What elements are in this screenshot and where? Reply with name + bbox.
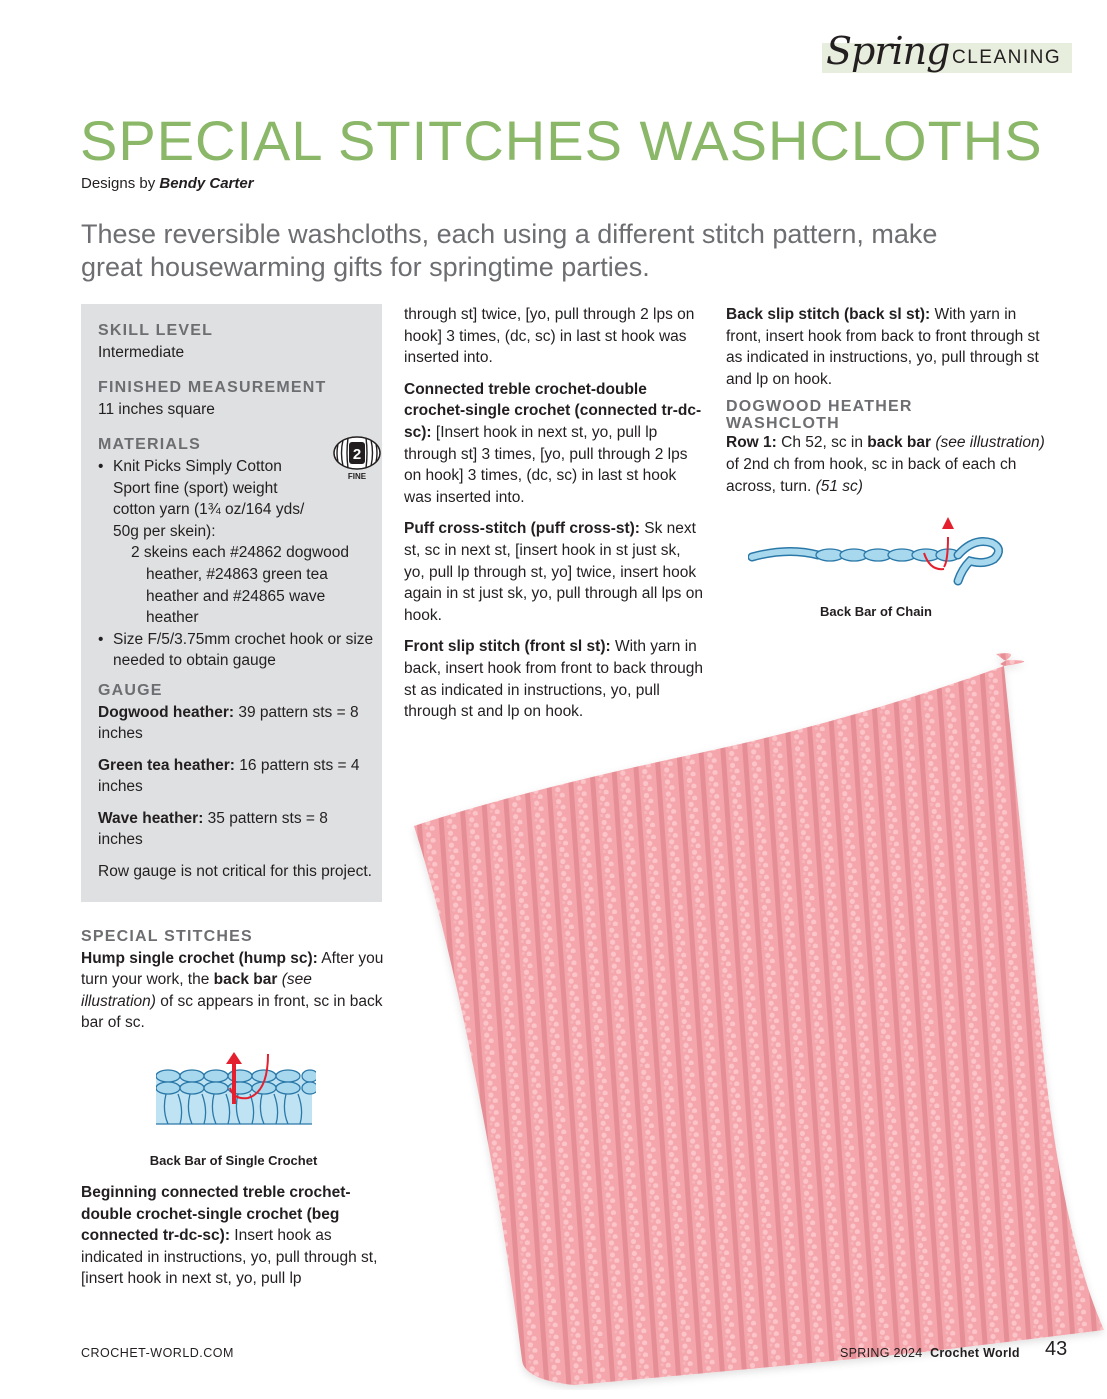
row-1-see-illustration: (see illustration) (931, 434, 1045, 452)
front-sl-st-label: Front slip stitch (front sl st): (404, 638, 611, 656)
hump-sc-label: Hump single crochet (hump sc): (81, 949, 318, 967)
row-1-text-2: of 2nd ch from hook, sc in back of each ch across, turn. (726, 455, 1017, 495)
yarn-weight-number: 2 (352, 446, 362, 464)
beg-connected-label: Beginning connected treble crochet-double crochet-single crochet (beg connected tr-dc-sc): (81, 1183, 351, 1245)
special-stitches-heading: SPECIAL STITCHES (81, 928, 253, 945)
gauge-dogwood (98, 702, 376, 745)
info-box (81, 304, 382, 902)
back-sl-st-text: With yarn in front, insert hook from back to front through st as indicated in instructions, yo, pull through st and lp on hook. (726, 306, 1040, 388)
byline-prefix: Designs by (81, 175, 156, 192)
single-crochet-caption: Back Bar of Single Crochet (149, 1152, 318, 1168)
beg-connected-definition (81, 1182, 386, 1290)
beg-connected-text: Insert hook as indicated in instructions, yo, pull through st, [insert hook in next st, yo, pull lp (81, 1227, 378, 1288)
yarn-weight-label: FINE (347, 472, 367, 482)
connected-tr-dc-sc-label: Connected treble crochet-double crochet-single crochet (connected tr-dc-sc): (404, 380, 702, 441)
footer-magazine: Crochet World (930, 1346, 1020, 1360)
gauge-heading: GAUGE (98, 681, 163, 699)
yarn-weight-icon (332, 434, 384, 482)
gauge-section (98, 680, 376, 883)
stitches-column-3 (726, 304, 1046, 627)
back-sl-st-definition (726, 304, 1046, 390)
puff-cross-st-text: Sk next st, sc in next st, [insert hook in st just sk, yo, pull lp through st, yo] twice, insert hook again in st just sk, yo, pull through all lps on hook. (404, 520, 703, 624)
byline (81, 175, 254, 192)
hump-sc-definition (81, 948, 386, 1034)
row-1-stitch-count: (51 sc) (815, 477, 863, 495)
chain-diagram (726, 507, 1046, 627)
row-1-text-1: Ch 52, sc in (776, 434, 868, 452)
intro-text: These reversible washcloths, each using a different stitch pattern, make great housewarming gifts for springtime parties. (81, 219, 938, 282)
materials-section (98, 434, 376, 672)
footer-issue-date: SPRING 2024 (840, 1346, 923, 1360)
footer-issue (840, 1346, 1020, 1360)
measurement-section (98, 377, 376, 420)
connected-tr-dc-sc-definition (404, 379, 704, 509)
washcloth-photo (404, 640, 1107, 1390)
back-sl-st-label: Back slip stitch (back sl st): (726, 306, 931, 323)
hump-sc-text-1: After you turn your work, the (81, 949, 384, 989)
skill-level-heading: SKILL LEVEL (98, 322, 214, 339)
skill-level-section (98, 320, 376, 363)
hump-sc-see-illustration: (see illustration) (81, 971, 312, 1010)
gauge-green-tea (98, 755, 376, 798)
gauge-green-tea-text: 16 pattern sts = 4 inches (98, 756, 360, 796)
page-title: SPECIAL STITCHES WASHCLOTHS (80, 109, 1043, 172)
row-1-label: Row 1: (726, 434, 777, 452)
connected-tr-dc-sc-text: [Insert hook in next st, yo, pull lp through st] 3 times, [yo, pull through 2 lps on hook] 3 times, (dc, sc) in last st hook was inserted into. (404, 423, 688, 506)
front-sl-st-text: With yarn in back, insert hook from front to back through st as indicated in instructions, yo, pull through st and lp on hook. (404, 638, 703, 721)
gauge-wave (98, 808, 376, 851)
materials-item-hook: • Size F/5/3.75mm crochet hook or size needed to obtain gauge (98, 629, 378, 672)
gauge-dogwood-text: 39 pattern sts = 8 inches (98, 703, 359, 743)
byline-author: Bendy Carter (159, 175, 254, 192)
dogwood-heading: DOGWOOD HEATHER WASHCLOTH (726, 398, 913, 433)
row-1-instruction (726, 432, 1046, 497)
gauge-green-tea-label: Green tea heather: (98, 756, 235, 774)
materials-item-yarn-colors: 2 skeins each #24862 dogwood heather, #24863 green tea heather and #24865 wave heather (131, 544, 350, 627)
single-crochet-diagram (81, 1044, 386, 1172)
puff-cross-st-definition (404, 518, 704, 626)
materials-heading: MATERIALS (98, 436, 201, 454)
footer-site: CROCHET-WORLD.COM (81, 1346, 234, 1360)
puff-cross-st-label: Puff cross-stitch (puff cross-st): (404, 520, 640, 538)
hump-sc-text-2: of sc appears in front, sc in back bar of sc. (81, 992, 383, 1032)
gauge-note: Row gauge is not critical for this project. (98, 863, 372, 881)
section-tag-word: CLEANING (952, 47, 1062, 68)
chain-caption: Back Bar of Chain (820, 604, 932, 620)
skill-level-value: Intermediate (98, 343, 185, 361)
measurement-heading: FINISHED MEASUREMENT (98, 379, 327, 397)
hump-sc-back-bar: back bar (213, 971, 278, 989)
measurement-value: 11 inches square (98, 400, 215, 418)
gauge-dogwood-label: Dogwood heather: (98, 703, 235, 721)
section-tag (822, 29, 1072, 73)
gauge-wave-label: Wave heather: (98, 809, 204, 827)
beg-connected-continued: through st] twice, [yo, pull through 2 lps on hook] 3 times, (dc, sc) in last st hook was inserted into. (404, 306, 695, 367)
row-1-back-bar: back bar (867, 434, 932, 452)
page-number: 43 (1045, 1338, 1068, 1360)
section-tag-script: Spring (826, 29, 950, 73)
special-stitches-section (81, 926, 386, 1290)
gauge-wave-text: 35 pattern sts = 8 inches (98, 809, 328, 849)
materials-item-yarn: • Knit Picks Simply Cotton Sport fine (sport) weight cotton yarn (1¾ oz/164 yds/ 50g per skein): (98, 456, 318, 542)
